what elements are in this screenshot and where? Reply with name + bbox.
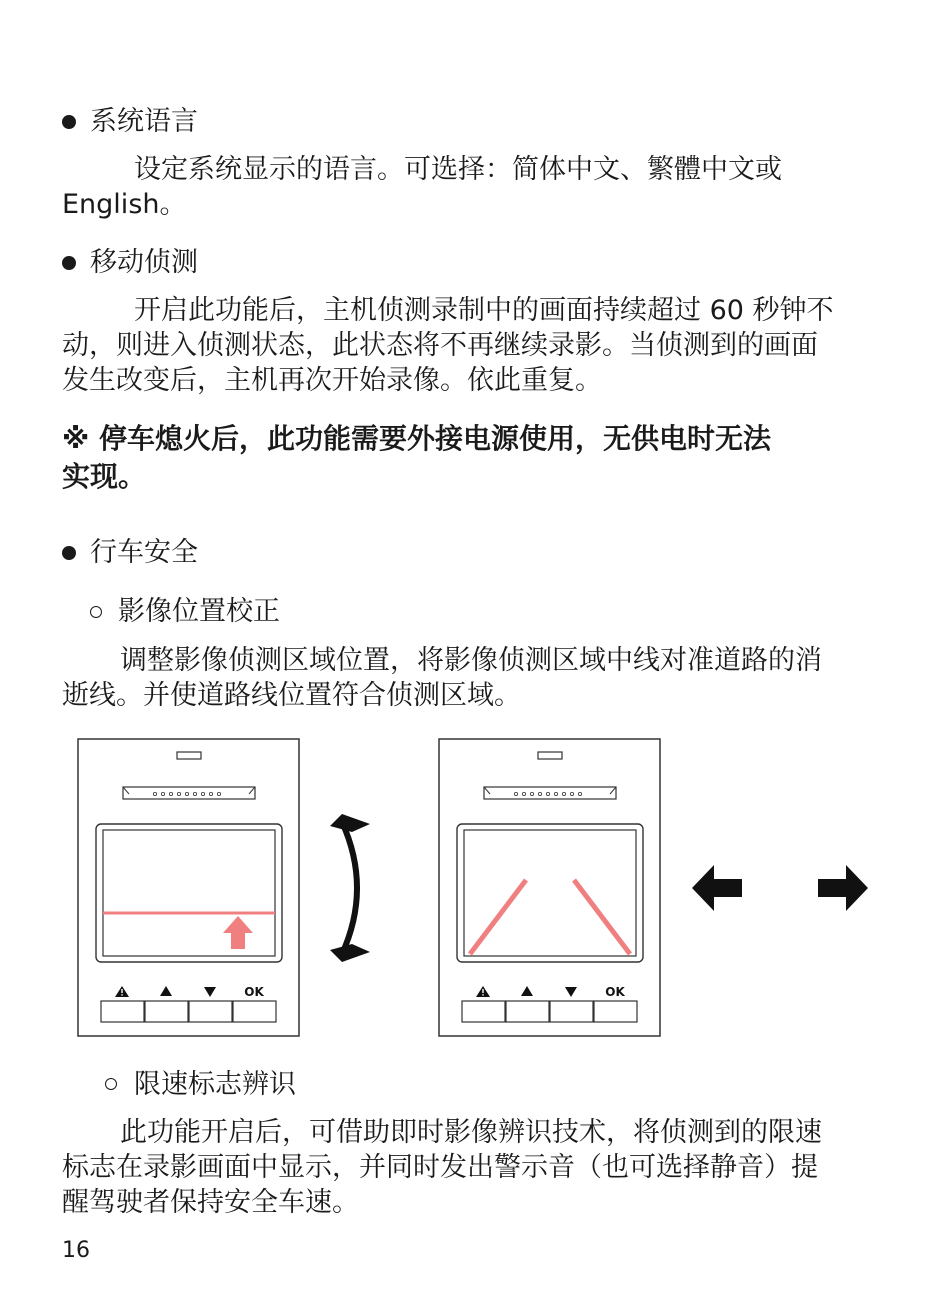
device-right — [439, 739, 660, 1036]
paragraph-calibration — [62, 643, 882, 713]
indicator-light — [177, 752, 201, 759]
text-line: 醒驾驶者保持安全车速。 — [62, 1187, 359, 1218]
ok-label: OK — [605, 985, 625, 999]
speaker-grille — [123, 787, 255, 799]
paragraph-motion — [62, 293, 882, 398]
left-arrow-icon — [692, 865, 742, 911]
button-row — [462, 1001, 637, 1022]
page-number: 16 — [62, 1238, 90, 1263]
text-line: 设定系统显示的语言。可选择：简体中文、繁體中文或 — [134, 154, 782, 185]
paragraph-language — [62, 152, 882, 222]
calibration-figure — [0, 730, 944, 1050]
device-left — [78, 739, 299, 1036]
button-row — [101, 1001, 276, 1022]
bullet-dot — [62, 115, 76, 129]
note-line: ※ 停车熄火后，此功能需要外接电源使用，无供电时无法 — [62, 422, 771, 455]
section-heading-safety: 行车安全 — [90, 537, 198, 568]
text-line: 标志在录影画面中显示，并同时发出警示音（也可选择静音）提 — [62, 1152, 818, 1183]
indicator-light — [538, 752, 562, 759]
subsection-heading-speed-sign: 限速标志辨识 — [134, 1069, 296, 1100]
text-line: 此功能开启后，可借助即时影像辨识技术，将侦测到的限速 — [120, 1117, 822, 1148]
text-line: English。 — [62, 189, 187, 220]
section-heading-language: 系统语言 — [90, 106, 198, 137]
speaker-grille — [484, 787, 616, 799]
note-power — [62, 420, 882, 496]
circle-bullet — [105, 1078, 117, 1090]
circle-bullet — [90, 606, 102, 618]
bullet-dot — [62, 546, 76, 560]
text-line: 逝线。并使道路线位置符合侦测区域。 — [62, 680, 521, 711]
screen — [103, 830, 275, 956]
text-line: 开启此功能后，主机侦测录制中的画面持续超过 60 秒钟不 — [134, 295, 834, 326]
ok-label: OK — [244, 985, 264, 999]
right-arrow-icon — [818, 865, 868, 911]
subsection-heading-calibration: 影像位置校正 — [118, 596, 280, 627]
text-line: 调整影像侦测区域位置，将影像侦测区域中线对准道路的消 — [120, 645, 822, 676]
text-line: 发生改变后，主机再次开始录像。依此重复。 — [62, 365, 602, 396]
note-line: 实现。 — [62, 460, 147, 493]
tilt-arrow-icon — [330, 814, 370, 962]
paragraph-speed-sign — [62, 1115, 882, 1220]
screen — [464, 830, 636, 956]
text-line: 动，则进入侦测状态，此状态将不再继续录影。当侦测到的画面 — [62, 330, 818, 361]
section-heading-motion: 移动侦测 — [90, 247, 198, 278]
bullet-dot — [62, 256, 76, 270]
